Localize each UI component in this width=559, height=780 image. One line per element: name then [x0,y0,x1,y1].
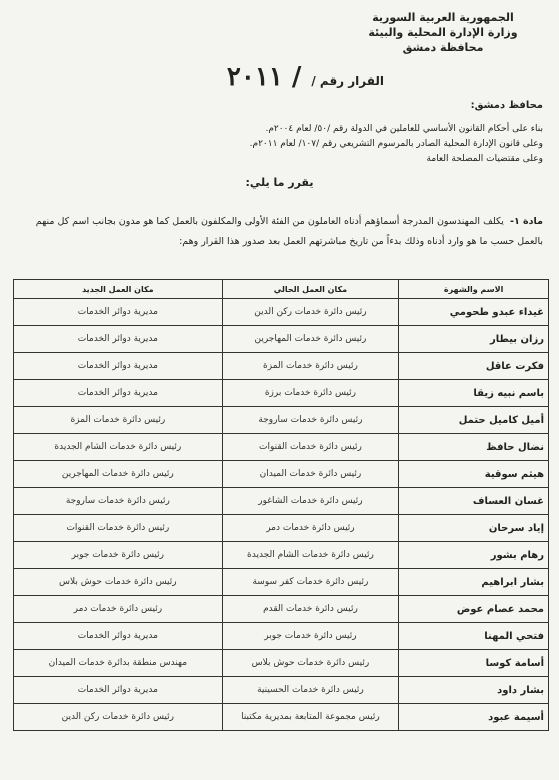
new-workplace: رئيس دائرة خدمات ركن الدين [14,704,223,731]
employee-name: فكرت عاقل [399,353,549,380]
article-text: يكلف المهندسون المدرجة أسماؤهم أدناه العاملون من الفئة الأولى والمكلفون بالعمل كما هو مدون بجانب اسم كل منهم بالعمل حسب ما هو وارد أدناه وذلك بدءاً من تاريخ مباشرتهم العمل بعد صدور هذا القرار وهم: [35,216,543,247]
current-workplace: رئيس دائرة خدمات الشاغور [222,488,399,515]
employee-name: أسيمة عبود [399,704,549,731]
table-row [14,677,549,704]
current-workplace: رئيس دائرة خدمات الميدان [222,461,399,488]
employee-name: أميل كاميل حتمل [399,407,549,434]
new-workplace: مديرية دوائر الخدمات [14,326,223,353]
employee-name: أسامة كوسا [399,650,549,677]
employee-name: إياد سرحان [399,515,549,542]
employee-name: بشار داود [399,677,549,704]
header-new: مكان العمل الجديد [14,280,223,299]
new-workplace: مديرية دوائر الخدمات [14,353,223,380]
new-workplace: رئيس دائرة خدمات المهاجرين [14,461,223,488]
current-workplace: رئيس دائرة خدمات الحسينية [222,677,399,704]
current-workplace: رئيس دائرة خدمات الشام الجديدة [222,542,399,569]
table-row [14,434,549,461]
header-current: مكان العمل الحالي [222,280,399,299]
new-workplace: مديرية دوائر الخدمات [14,299,223,326]
article-label: مادة ١- [509,216,543,227]
current-workplace: رئيس مجموعة المتابعة بمديرية مكتبنا [222,704,399,731]
new-workplace: مديرية دوائر الخدمات [14,380,223,407]
current-workplace: رئيس دائرة خدمات ساروجة [222,407,399,434]
new-workplace: رئيس دائرة خدمات القنوات [14,515,223,542]
table-body [14,299,549,731]
employee-name: فتحي المهنا [399,623,549,650]
decision-label: القرار رقم / [311,74,384,88]
governor-line: محافظ دمشق: [470,100,543,111]
current-workplace: رئيس دائرة خدمات القدم [222,596,399,623]
employee-name: بشار ابراهيم [399,569,549,596]
new-workplace: رئيس دائرة خدمات المزة [14,407,223,434]
current-workplace: رئيس دائرة خدمات برزة [222,380,399,407]
current-workplace: رئيس دائرة خدمات القنوات [222,434,399,461]
basis-line: بناء على أحكام القانون الأساسي للعاملين في الدولة رقم /٥٠/ لعام ٢٠٠٤م. [265,124,543,134]
employee-name: غسان العساف [399,488,549,515]
table-row [14,299,549,326]
employee-name: نضال حافظ [399,434,549,461]
current-workplace: رئيس دائرة خدمات المزة [222,353,399,380]
letterhead-ministry: وزارة الإدارة المحلية والبيئة [368,26,518,39]
current-workplace: رئيس دائرة خدمات دمر [222,515,399,542]
article-1 [15,212,543,252]
current-workplace: رئيس دائرة خدمات ركن الدين [222,299,399,326]
table-row [14,650,549,677]
new-workplace: رئيس دائرة خدمات الشام الجديدة [14,434,223,461]
table-row [14,542,549,569]
new-workplace: مديرية دوائر الخدمات [14,623,223,650]
current-workplace: رئيس دائرة خدمات حوش بلاس [222,650,399,677]
current-workplace: رئيس دائرة خدمات المهاجرين [222,326,399,353]
letterhead-republic: الجمهورية العربية السورية [372,11,514,24]
decision-number-line [154,62,384,92]
new-workplace: رئيس دائرة خدمات ساروجة [14,488,223,515]
table-row [14,407,549,434]
table-row [14,515,549,542]
employee-name: غيداء عبدو طحومي [399,299,549,326]
employee-name: محمد عصام عوض [399,596,549,623]
table-row [14,326,549,353]
new-workplace: مديرية دوائر الخدمات [14,677,223,704]
current-workplace: رئيس دائرة خدمات كفر سوسة [222,569,399,596]
new-workplace: رئيس دائرة خدمات حوش بلاس [14,569,223,596]
current-workplace: رئيس دائرة خدمات جوبر [222,623,399,650]
table-row [14,623,549,650]
employee-name: رهام بشور [399,542,549,569]
basis-line: وعلى قانون الإدارة المحلية الصادر بالمرسوم التشريعي رقم /١٠٧/ لعام ٢٠١١م. [249,139,543,149]
employee-name: هيثم سوقية [399,461,549,488]
table-row [14,596,549,623]
legal-basis [123,122,543,167]
new-workplace: مهندس منطقة بدائرة خدمات الميدان [14,650,223,677]
new-workplace: رئيس دائرة خدمات جوبر [14,542,223,569]
letterhead-governorate: محافظة دمشق [402,41,484,54]
decides-heading: يقرر ما يلي: [245,176,314,189]
table-row [14,461,549,488]
staff-table [13,279,549,731]
basis-line: وعلى مقتضيات المصلحة العامة [426,154,543,164]
table-row [14,704,549,731]
header-name: الاسم والشهرة [399,280,549,299]
letterhead [343,10,543,55]
new-workplace: رئيس دائرة خدمات دمر [14,596,223,623]
employee-name: باسم نبيه زيقا [399,380,549,407]
table-row [14,488,549,515]
table-row [14,380,549,407]
table-row [14,569,549,596]
table-row [14,353,549,380]
decision-number: / ٢٠١١ [226,62,302,92]
table-header-row [14,280,549,299]
employee-name: رزان بيطار [399,326,549,353]
